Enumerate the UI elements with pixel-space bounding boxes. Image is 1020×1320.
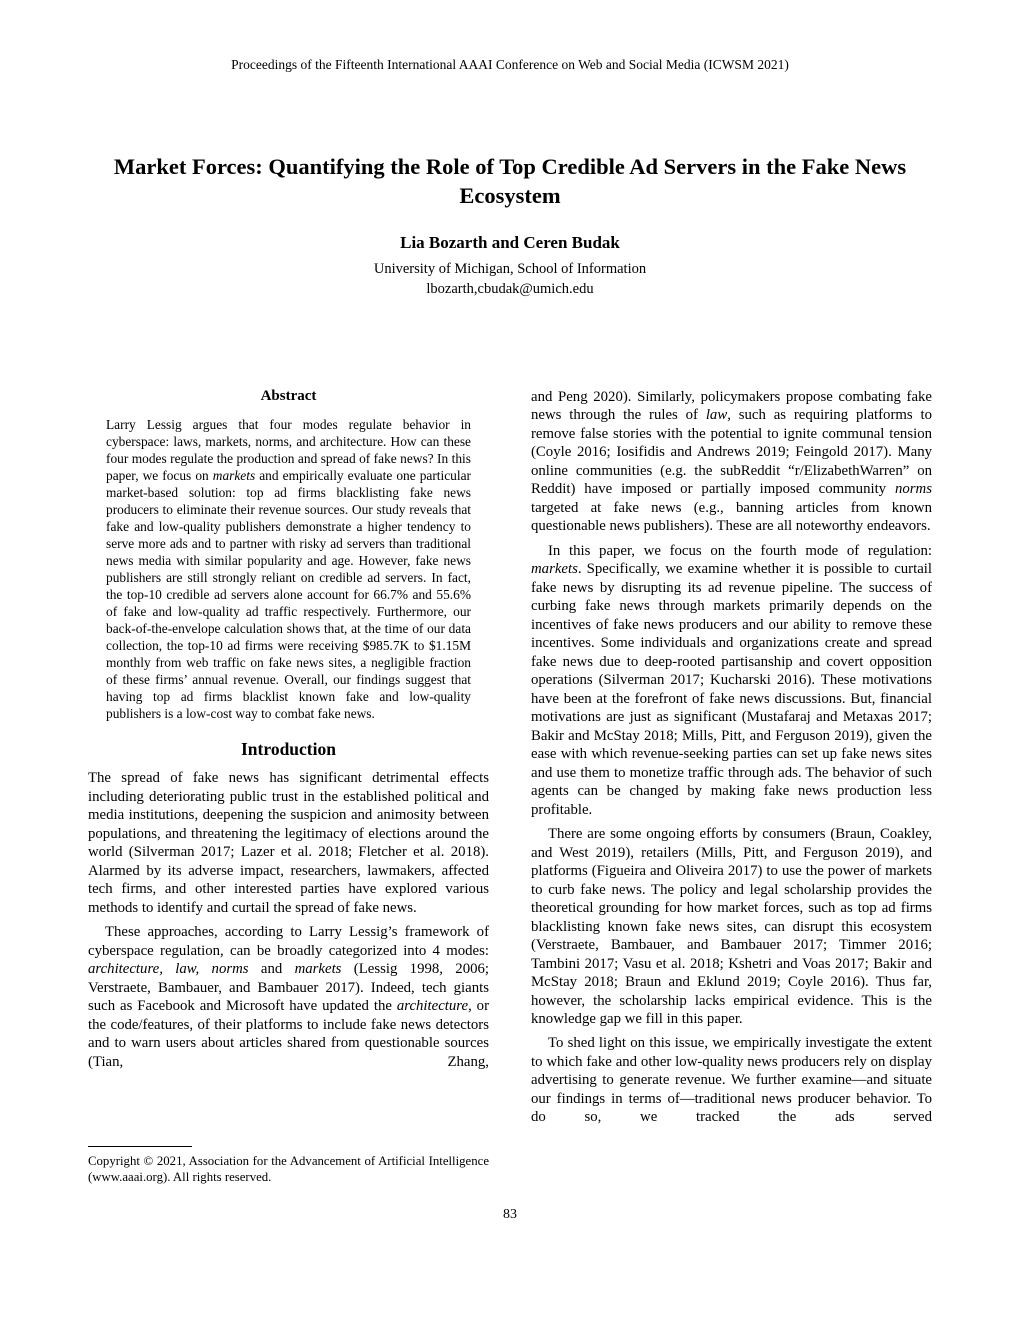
body-paragraph: To shed light on this issue, we empirically investigate the extent to which fake and other low-quality news producers rely on display advertising to generate revenue. We further examine—and situate our findings in terms of—traditional news producer behavior. To do so, we tracked the ads served	[531, 1035, 932, 1126]
conference-header: Proceedings of the Fifteenth International AAAI Conference on Web and Social Media (ICWSM 2021)	[231, 57, 789, 72]
introduction-heading: Introduction	[241, 739, 336, 760]
page-number: 83	[503, 1207, 517, 1222]
body-paragraph: There are some ongoing efforts by consumers (Braun, Coakley, and West 2019), retailers (Mills, Pitt, and Ferguson 2019), and platforms (Figueira and Oliveira 2017) to use the power of markets to curb fake news. The policy and legal scholarship provides the theoretical grounding for how market forces, such as top ad firms blacklisting known fake news sites, can disrupt this ecosystem (Verstraete, Bambauer, and Bambauer 2017; Timmer 2016; Tambini 2017; Vasu et al. 2018; Kshetri and Voas 2017; Bakir and McStay 2018; Braun and Eklund 2019; Coyle 2016). Thus far, however, the scholarship lacks empirical evidence. This is the knowledge gap we fill in this paper.	[531, 826, 932, 1027]
right-column	[531, 388, 932, 1186]
paper-title: Market Forces: Quantifying the Role of Top Credible Ad Servers in the Fake News Ecosystem	[113, 154, 907, 208]
authors-line: Lia Bozarth and Ceren Budak	[400, 233, 620, 252]
body-paragraph: and Peng 2020). Similarly, policymakers propose combating fake news through the rules of law, such as requiring platforms to remove false stories with the potential to ignite communal tension (Coyle 2016; Iosifidis and Andrews 2019; Feingold 2017). Many online communities (e.g. the subReddit “r/ElizabethWarren” on Reddit) have imposed or partially imposed community norms targeted at fake news (e.g., banning articles from known questionable news publishers). These are all noteworthy endeavors.	[531, 389, 932, 535]
body-paragraph: In this paper, we focus on the fourth mode of regulation: markets. Specifically, we examine whether it is possible to curtail fake news by disrupting its ad revenue pipeline. The success of curbing fake news through markets primarily depends on the incentives of fake news producers and our ability to remove these incentives. Some individuals and organizations create and spread fake news due to deep-rooted partisanship and covert opposition operations (Silverman 2017; Kucharski 2016). These motivations have been at the forefront of fake news discussions. But, financial motivations are just as significant (Mustafaraj and Metaxas 2017; Bakir and McStay 2018; Mills, Pitt, and Ferguson 2019), given the ease with which revenue-seeking parties can set up fake news sites and use them to monetize traffic through ads. The behavior of such agents can be changed by making fake news production less profitable.	[531, 542, 932, 818]
left-column	[88, 388, 489, 1186]
two-column-body	[88, 388, 932, 1186]
abstract-text: Larry Lessig argues that four modes regulate behavior in cyberspace: laws, markets, norms, and architecture. How can these four modes regulate the production and spread of fake news? In this paper, we focus on markets and empirically evaluate one particular market-based solution: top ad firms blacklisting fake news producers to eliminate their revenue sources. Our study reveals that fake and low-quality publishers demonstrate a higher tendency to serve more ads and to partner with risky ad servers than traditional news media with similar popularity and age. However, fake news publishers are still strongly reliant on credible ad servers. In fact, the top-10 credible ad servers alone account for 66.7% and 55.6% of fake and low-quality ad traffic respectively. Furthermore, our back-of-the-envelope calculation shows that, at the time of our data collection, the top-10 ad firms were receiving $985.7K to $1.15M monthly from web traffic on fake news sites, a negligible fraction of these firms’ annual revenue. Overall, our findings suggest that having top ad firms blacklist known fake and low-quality publishers is a low-cost way to combat fake news.	[106, 417, 472, 722]
intro-paragraph: These approaches, according to Larry Lessig’s framework of cyberspace regulation, can be broadly categorized into 4 modes: architecture, law, norms and markets (Lessig 1998, 2006; Verstraete, Bambauer, and Bambauer 2017). Indeed, tech giants such as Facebook and Microsoft have updated the architecture, or the code/features, of their platforms to include fake news detectors and to warn users about articles shared from questionable sources (Tian, Zhang,	[88, 924, 490, 1070]
email-line: lbozarth,cbudak@umich.edu	[426, 281, 594, 297]
abstract-heading: Abstract	[260, 388, 317, 404]
footnote-text: Copyright © 2021, Association for the Advancement of Artificial Intelligence (www.aaai.org). All rights reserved.	[88, 1153, 489, 1185]
affiliation-line: University of Michigan, School of Information	[373, 261, 647, 277]
intro-paragraph: The spread of fake news has significant detrimental effects including deteriorating public trust in the established political and media institutions, deepening the suspicion and animosity between populations, and threatening the legitimacy of elections around the world (Silverman 2017; Lazer et al. 2018; Fletcher et al. 2018). Alarmed by its adverse impact, researchers, lawmakers, affected tech firms, and other interested parties have explored various methods to identify and curtail the spread of fake news.	[88, 770, 489, 916]
footnote-rule	[88, 1146, 192, 1147]
copyright-footnote	[88, 1138, 489, 1186]
